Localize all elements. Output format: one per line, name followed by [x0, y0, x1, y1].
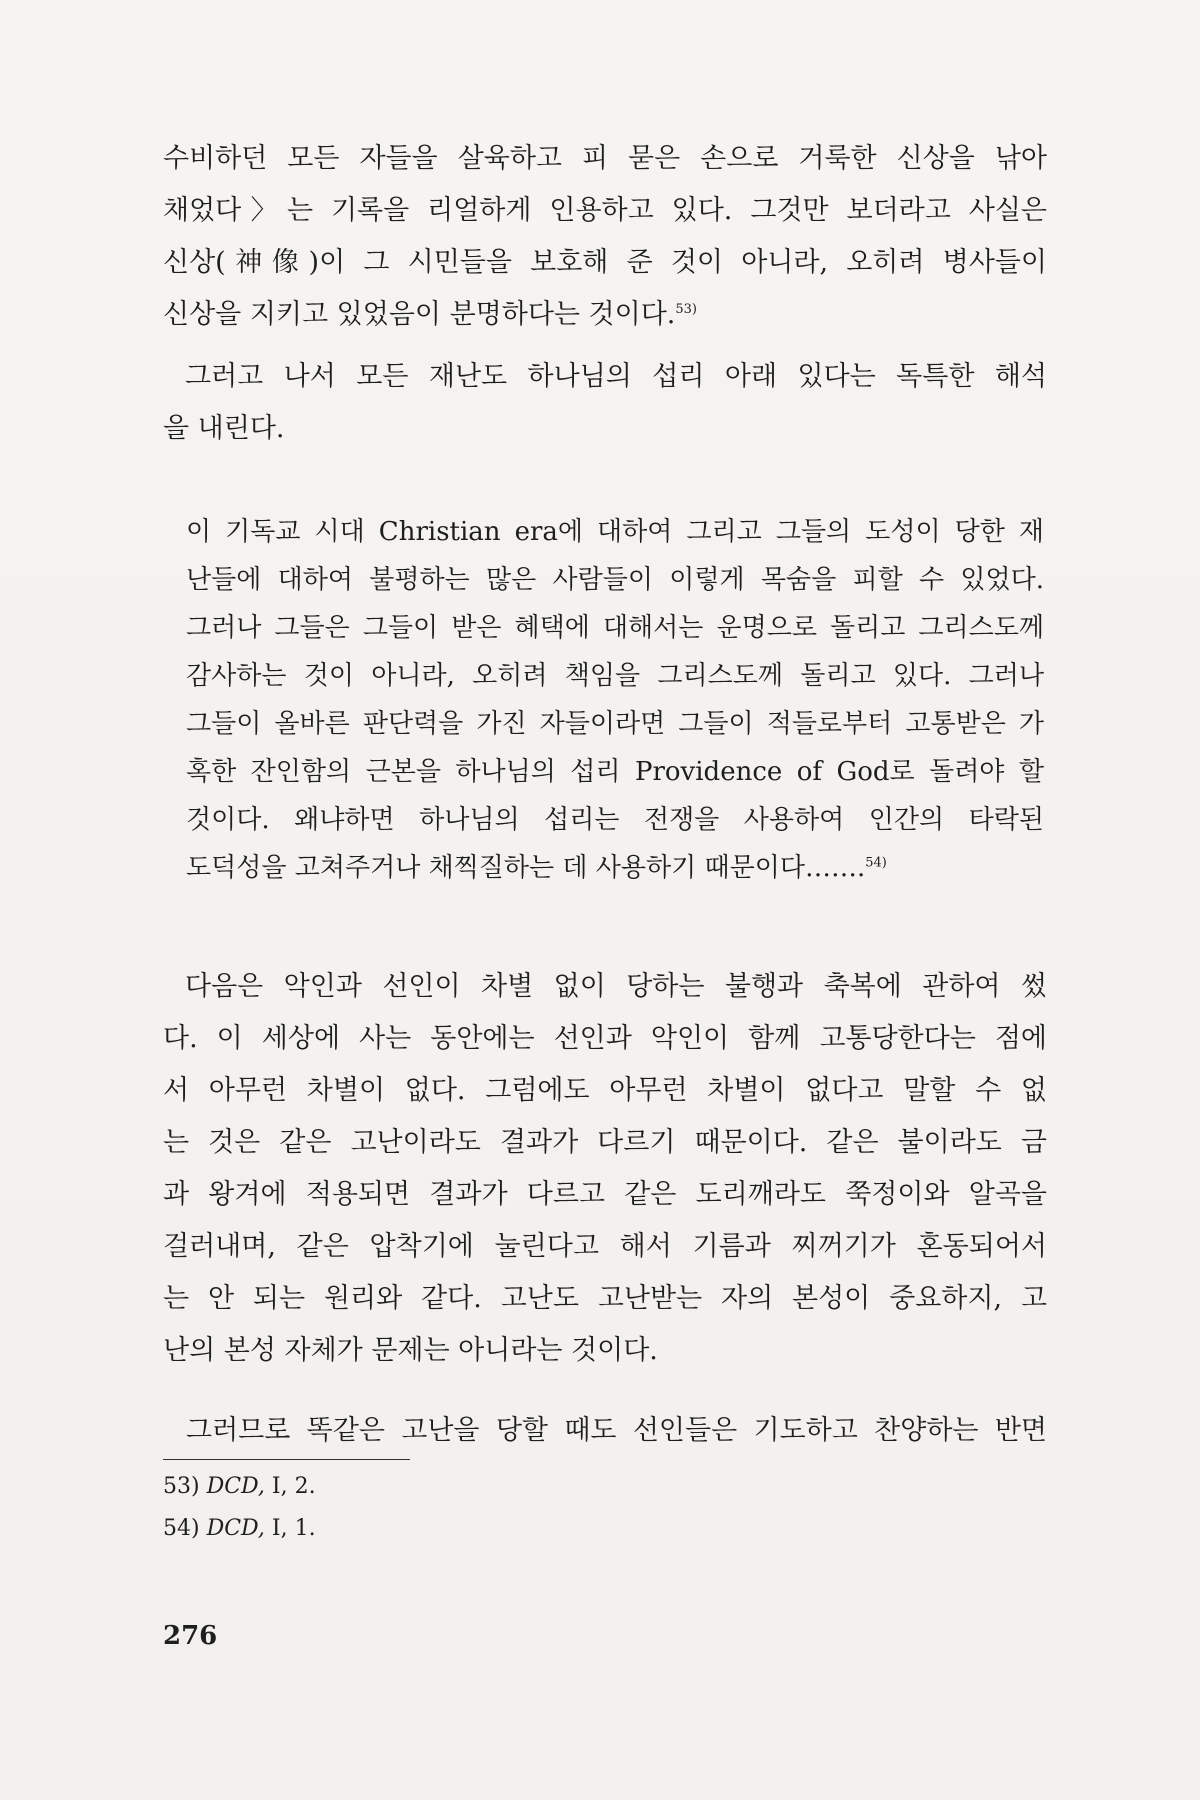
text-line: 다음은 악인과 선인이 차별 없이 당하는 불행과 축복에 관하여 썼 [185, 971, 1047, 1002]
footnotes [163, 1466, 316, 1550]
text-line: 다. 이 세상에 사는 동안에는 선인과 악인이 함께 고통당한다는 점에 [163, 1023, 1047, 1054]
text-line: 서 아무런 차별이 없다. 그럼에도 아무런 차별이 없다고 말할 수 없 [163, 1075, 1047, 1106]
body-paragraph-4 [186, 1405, 1047, 1457]
quote-line: 것이다. 왜냐하면 하나님의 섭리는 전쟁을 사용하여 인간의 타락된 [186, 805, 1044, 835]
quote-line: 그들이 올바른 판단력을 가진 자들이라면 그들이 적들로부터 고통받은 가 [186, 709, 1044, 739]
text-line: 그러므로 똑같은 고난을 당할 때도 선인들은 기도하고 찬양하는 반면 [186, 1415, 1047, 1446]
body-paragraph-1 [163, 133, 1047, 341]
quote-line: 감사하는 것이 아니라, 오히려 책임을 그리스도께 돌리고 있다. 그러나 [186, 661, 1044, 691]
quote-line: 그러나 그들은 그들이 받은 혜택에 대해서는 운명으로 돌리고 그리스도께 [186, 613, 1044, 643]
text-line [163, 289, 1047, 341]
footnote-number: 54) [163, 1516, 200, 1541]
text-line: 는 것은 같은 고난이라도 결과가 다르기 때문이다. 같은 불이라도 금 [163, 1127, 1047, 1158]
block-quote [186, 508, 1044, 892]
body-paragraph-3 [163, 961, 1047, 1377]
text-line: 걸러내며, 같은 압착기에 눌린다고 해서 기름과 찌꺼기가 혼동되어서 [163, 1231, 1047, 1262]
footnote-divider [163, 1459, 410, 1460]
text-line: 을 내린다. [163, 413, 285, 444]
text-line [163, 351, 1047, 403]
text-segment: 신상을 지키고 있었음이 분명하다는 것이다. [163, 299, 676, 330]
text-line: 수비하던 모든 자들을 살육하고 피 묻은 손으로 거룩한 신상을 낚아 [163, 143, 1047, 174]
footnote-source: DCD, [206, 1516, 265, 1541]
text-line: 는 안 되는 원리와 같다. 고난도 고난받는 자의 본성이 중요하지, 고 [163, 1283, 1047, 1314]
footnote-number: 53) [163, 1474, 200, 1499]
footnote-54 [163, 1508, 316, 1550]
quote-line: 혹한 잔인함의 근본을 하나님의 섭리 Providence of God로 돌려야 할 [186, 757, 1044, 787]
text-line: 채었다〉는 기록을 리얼하게 인용하고 있다. 그것만 보더라고 사실은 [163, 195, 1047, 226]
text-segment: 도덕성을 고쳐주거나 채찍질하는 데 사용하기 때문이다……. [186, 853, 866, 883]
footnote-location: Ⅰ, 1. [271, 1516, 316, 1541]
footnote-location: Ⅰ, 2. [271, 1474, 316, 1499]
footnote-source: DCD, [206, 1474, 265, 1499]
text-line: 신상(神像)이 그 시민들을 보호해 준 것이 아니라, 오히려 병사들이 [163, 247, 1047, 278]
body-paragraph-2 [163, 351, 1047, 455]
text-line: 난의 본성 자체가 문제는 아니라는 것이다. [163, 1335, 658, 1366]
quote-line: 난들에 대하여 불평하는 많은 사람들이 이렇게 목숨을 피할 수 있었다. [186, 565, 1044, 595]
footnote-marker: 53) [675, 302, 698, 317]
text-segment: 그러고 나서 모든 재난도 하나님의 섭리 아래 있다는 독특한 해석 [185, 361, 1047, 392]
text-line: 과 왕겨에 적용되면 결과가 다르고 같은 도리깨라도 쭉정이와 알곡을 [163, 1179, 1047, 1210]
quote-line [186, 844, 1044, 892]
page-number: 276 [163, 1621, 218, 1651]
footnote-marker: 54) [865, 855, 887, 871]
quote-line: 이 기독교 시대 Christian era에 대하여 그리고 그들의 도성이 당한 재 [186, 517, 1044, 547]
footnote-53 [163, 1466, 316, 1508]
